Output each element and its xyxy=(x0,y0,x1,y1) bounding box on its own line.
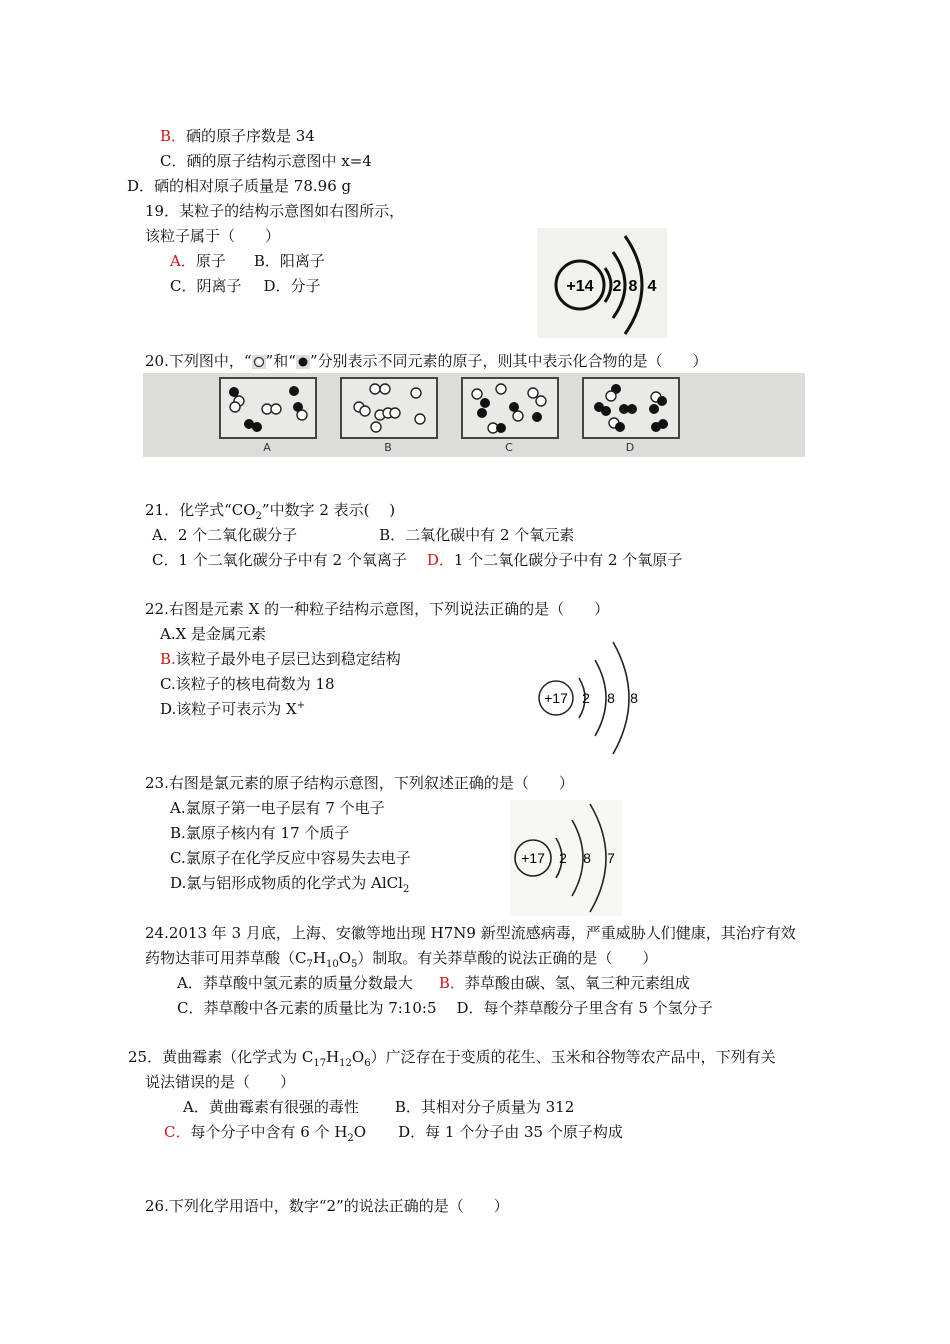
q22-stem: 22.右图是元素 X 的一种粒子结构示意图，下列说法正确的是（ ） xyxy=(145,600,610,618)
q22-option-a: A.X 是金属元素 xyxy=(160,625,267,643)
q20-label-c: C xyxy=(505,441,513,454)
q23-option-a: A.氯原子第一电子层有 7 个电子 xyxy=(170,799,385,817)
q19-atom-structure-diagram xyxy=(537,228,667,338)
q23-shell-2: 8 xyxy=(583,850,591,866)
q20-box-d xyxy=(582,377,680,439)
q22-shell-2: 8 xyxy=(607,690,615,706)
q24-options-ab: A．莽草酸中氢元素的质量分数最大 B．莽草酸由碳、氢、氧三种元素组成 xyxy=(177,974,690,992)
q22-option-b: B.该粒子最外电子层已达到稳定结构 xyxy=(160,650,401,668)
black-atom-icon xyxy=(296,355,310,369)
q20-box-a xyxy=(219,377,317,439)
q23-shell-3: 7 xyxy=(607,850,615,866)
q25-options-cd: C．每个分子中含有 6 个 $H_2O$ D．每 1 个分子由 35 个原子构成 xyxy=(164,1123,623,1144)
q23-stem: 23.右图是氯元素的原子结构示意图，下列叙述正确的是（ ） xyxy=(145,774,574,792)
q19-shell-1: 2 xyxy=(612,278,622,295)
q23-option-c: C.氯原子在化学反应中容易失去电子 xyxy=(170,849,411,867)
q24-options-cd: C．莽草酸中各元素的质量比为 7:10:5 D．每个莽草酸分子里含有 5 个氢分子 xyxy=(177,999,713,1017)
q23-nucleus-charge: +17 xyxy=(521,850,545,866)
q20-label-a: A xyxy=(263,441,271,454)
q19-shell-3: 4 xyxy=(647,278,657,295)
q20-box-b-molecules xyxy=(342,379,436,437)
q25-stem-line2: 说法错误的是（ ） xyxy=(145,1073,296,1091)
q20-box-a-molecules xyxy=(221,379,315,437)
q26-stem: 26.下列化学用语中，数字“2”的说法正确的是（ ） xyxy=(145,1197,509,1215)
q25-options-ab: A．黄曲霉素有很强的毒性 B．其相对分子质量为 312 xyxy=(183,1098,575,1116)
q20-molecule-figure xyxy=(143,373,805,457)
q22-shell-1: 2 xyxy=(582,690,590,706)
q22-option-c: C.该粒子的核电荷数为 18 xyxy=(160,675,335,693)
white-atom-icon xyxy=(252,355,266,369)
q20-box-c xyxy=(461,377,559,439)
q22-option-d: D.该粒子可表示为 X+ xyxy=(160,700,306,718)
q19-options-ab: A．原子 B．阳离子 xyxy=(170,252,325,270)
q22-ion-structure-diagram xyxy=(535,638,645,754)
q20-label-b: B xyxy=(384,441,392,454)
q18-option-b: B．硒的原子序数是 34 xyxy=(160,127,315,145)
q23-shell-1: 2 xyxy=(559,850,567,866)
q22-shell-3: 8 xyxy=(630,690,638,706)
q20-box-b xyxy=(340,377,438,439)
q24-stem-line2: 药物达菲可用莽草酸$(C_7H_{10}O_5)$制取。有关莽草酸的说法正确的是（ ） xyxy=(145,949,658,970)
q21-options-ab: A．2 个二氧化碳分子 B．二氧化碳中有 2 个氧元素 xyxy=(152,526,575,544)
q23-option-d: D.氯与铝形成物质的化学式为 AlCl$_2$ xyxy=(170,874,410,895)
q19-nucleus-charge: +14 xyxy=(566,278,594,295)
q19-stem-line1: 19．某粒子的结构示意图如右图所示， xyxy=(145,202,405,220)
q19-shell-2: 8 xyxy=(628,278,638,295)
q20-box-d-molecules xyxy=(584,379,678,437)
q22-nucleus-charge: +17 xyxy=(544,690,568,706)
q23-option-b: B.氯原子核内有 17 个质子 xyxy=(170,824,350,842)
q25-stem-line1: 25．黄曲霉素（化学式为 $C_{17}H_{12}O_6$）广泛存在于变质的花生、玉米和谷物等农产品中，下列有关 xyxy=(128,1048,776,1069)
q24-stem-line1: 24.2013 年 3 月底，上海、安徽等地出现 H7N9 新型流感病毒，严重威胁人们健康，其治疗有效 xyxy=(145,924,796,942)
q20-label-d: D xyxy=(625,441,635,454)
q20-box-c-molecules xyxy=(463,379,557,437)
q19-options-cd: C．阴离子 D．分子 xyxy=(170,277,321,295)
q18-option-c: C．硒的原子结构示意图中 x=4 xyxy=(160,152,372,170)
q21-options-cd: C．1 个二氧化碳分子中有 2 个氧离子 D．1 个二氧化碳分子中有 2 个氧原子 xyxy=(152,551,683,569)
q20-stem: 20.下列图中，“ ”和“ ”分别表示不同元素的原子，则其中表示化合物的是（ ） xyxy=(145,352,708,370)
q19-stem-line2: 该粒子属于（ ） xyxy=(145,227,281,245)
q21-stem: 21．化学式“$CO_2$”中数字 2 表示( ) xyxy=(145,501,396,522)
q18-option-d: D．硒的相对原子质量是 78.96 g xyxy=(127,177,352,195)
q23-atom-structure-diagram xyxy=(510,800,622,916)
